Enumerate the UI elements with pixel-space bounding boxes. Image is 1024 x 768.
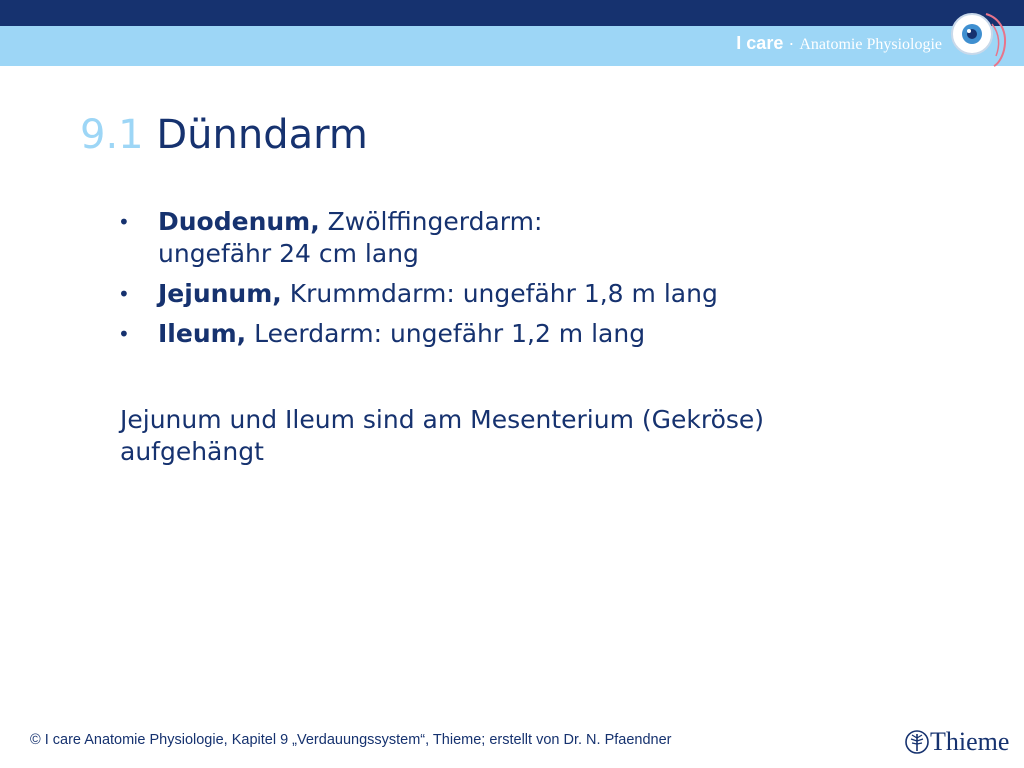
- brand-name: I care: [736, 33, 784, 53]
- publisher-logo-text: Thieme: [930, 727, 1010, 756]
- bullet-term: Duodenum,: [158, 207, 320, 236]
- brand-separator: ·: [783, 33, 800, 53]
- eye-logo-icon: [948, 6, 1010, 68]
- slide-title: [80, 112, 368, 158]
- brand-subtitle: Anatomie Physiologie: [799, 36, 942, 53]
- bullet-term: Ileum,: [158, 319, 247, 348]
- slide-title-number: 9.1: [80, 112, 144, 158]
- header-bar-dark: [0, 0, 1024, 26]
- brand-label: [736, 33, 942, 54]
- bullet-icon: •: [118, 210, 130, 234]
- bullet-icon: •: [118, 282, 130, 306]
- footer-copyright: © I care Anatomie Physiologie, Kapitel 9 „Verdauungssystem“, Thieme; erstellt von Dr. N. Pfaendner: [30, 732, 672, 748]
- bullet-text: Leerdarm: ungefähr 1,2 m lang: [246, 319, 646, 348]
- bullet-text: Krummdarm: ungefähr 1,8 m lang: [281, 279, 718, 308]
- slide-title-text: Dünndarm: [156, 112, 368, 158]
- bullet-list: [118, 206, 918, 358]
- bullet-icon: •: [118, 322, 130, 346]
- bullet-term: Jejunum,: [158, 279, 282, 308]
- list-item: [118, 278, 918, 310]
- bullet-text: Zwölffingerdarm:: [319, 207, 543, 236]
- list-item: [118, 318, 918, 350]
- bullet-text-continued: ungefähr 24 cm lang: [158, 239, 419, 268]
- list-item: [118, 206, 918, 270]
- body-paragraph: Jejunum und Ileum sind am Mesenterium (Gekröse) aufgehängt: [120, 405, 765, 466]
